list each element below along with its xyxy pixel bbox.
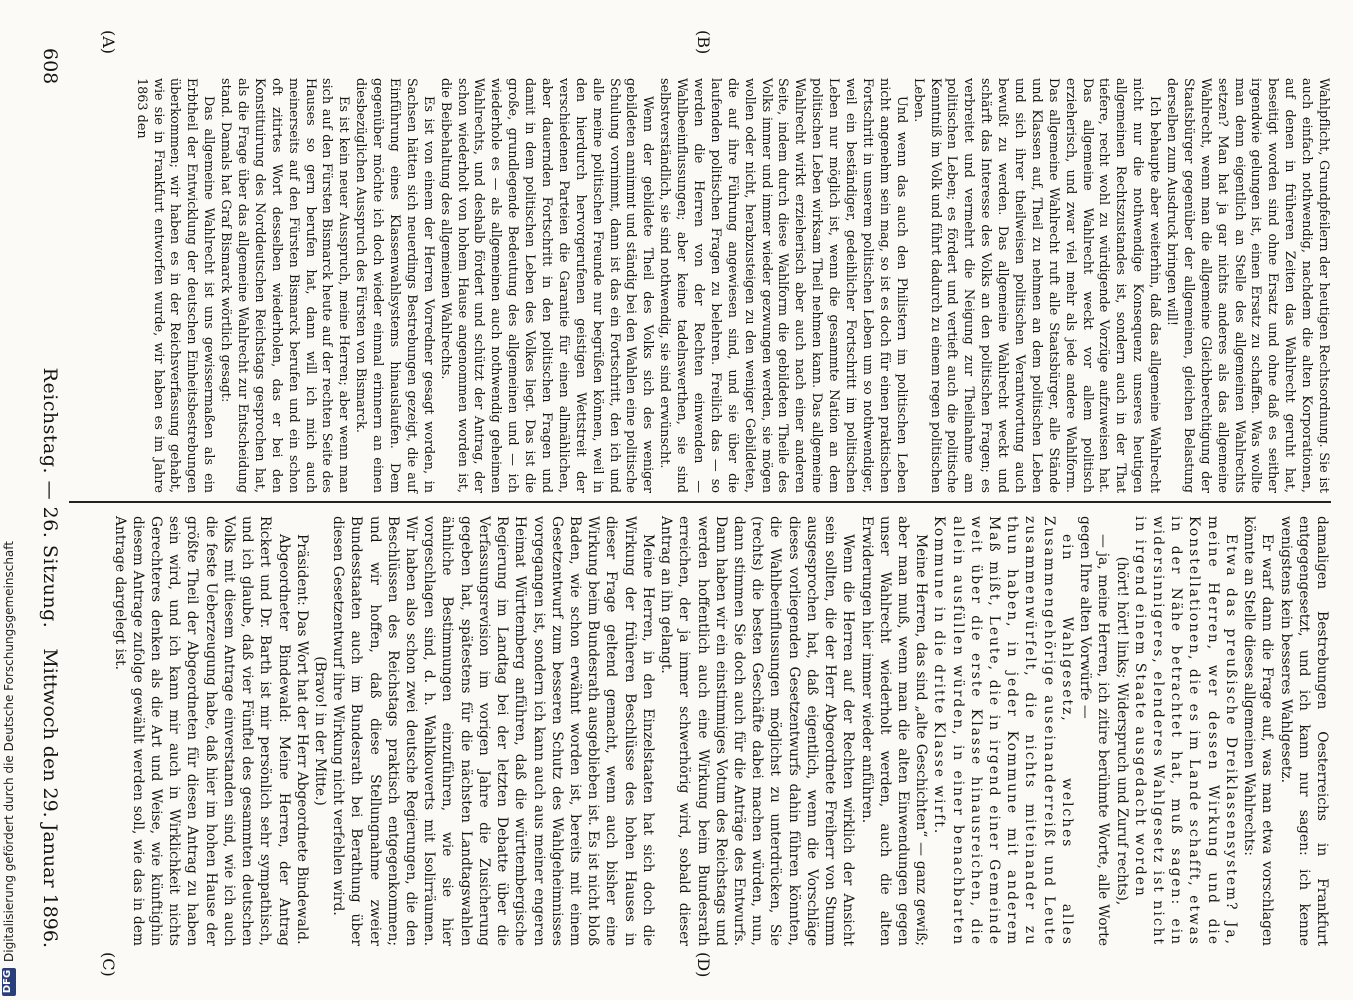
paragraph: Und wenn das auch den Philistern im politischen Leben nicht angenehm sein mag, so ist es doch für einen praktischen Fortschritt in unserem politischen Leben um so nothwendiger, weil ein beständiger, gedeihlicher Fortschritt im politischen Leben nur möglich ist, wenn die gesammte Nation an dem politischen Leben wirksam Theil nehmen kann. Das allgemeine Wahlrecht wirkt erzieherisch aber auch nach einer anderen Seite, indem durch diese Wahlform die gebildeten Theile des Volks immer und immer wieder gezwungen werden, sie mögen wollen oder nicht, herabzusteigen zu den weniger Gebildeten, die auf ihre Führung angewiesen sind, und sie über die laufenden politischen Fragen zu belehren. Freilich das — so werden die Herren von der Rechten einwenden — Wahlbeeinflussungen; aber keine tadelnswerthen, sie sind selbstverständlich, sie sind nothwendig, sie sind erwünscht. xyxy=(657,78,909,493)
interjection: (Bravo! in der Mitte.) xyxy=(311,656,328,806)
margin-marker-d: (D) xyxy=(694,952,713,978)
margin-marker-b: (B) xyxy=(694,30,713,55)
paragraph: Es ist von einem der Herren Vorredner gesagt worden, in Sachsen hätten sich neuerdings Bestrebungen gezeigt, die auf Einführung eines Klassenwahlsystems hinauslaufen. Dem gegenüber möchte ich doch wieder einmal erinnern an einen diesbezüglichen Ausspruch des Fürsten von Bismarck. xyxy=(353,78,436,493)
paragraph: Meine Herren, in den Einzelstaaten hat sich doch die Wirkung der früheren Beschlüsse des hohen Hauses in dieser Frage geltend gemacht, wenn auch bisher eine Wirkung beim Bundesrath ausgeblieben ist. Es ist nicht bloß Baden, wie schon erwähnt worden ist, bereits mit einem Gesetzentwurf zum besseren Schutz des Wahlgeheimnisses vorgegangen ist, sondern ich kann auch aus meiner engeren Heimat Württemberg anführen, daß die württembergische Regierung im Landtag bei der letzten Debatte über die Verfassungsrevision im vorigen Jahre die Zusicherung gegeben hat, spätestens für die nächsten Landtagswahlen ähnliche Bestimmungen einzuführen, wie sie hier vorgeschlagen sind, d. h. Wahlkouverts mit Isolirräumen. Wir haben also schon zwei deutsche Regierungen, die den Beschlüssen des Reichstags praktisch entgegenkommen; und wir hoffen, daß diese Stellungnahme zweier Bundesstaaten auch im Bundesrath bei Berathung über diesen Gesetzentwurf ihre Wirkung nicht verfehlen wird. xyxy=(330,516,656,946)
quotation: Das allgemeine Wahlrecht ist uns gewissermaßen als ein Erbtheil der Entwicklung der deutschen Einheitsbestrebungen überkommen; wir haben es in der Reichsverfassung gehabt, wie sie in Frankfurt entworfen wurde, wir haben es im Jahre 1863 den xyxy=(133,78,217,493)
paragraph: — ja, meine Herren, ich zitire berühmte Worte, alle Worte gegen Ihre alten Vorwürfe — xyxy=(1077,516,1112,946)
quotation: ein Wahlgesetz, welches alles Zusammengehörige auseinanderreißt und Leute zusammenwürfelt, die nichts miteinander zu thun haben, in jeder Kommune mit anderem Maß mißt, Leute, die in irgend einer Gemeinde weit über die erste Klasse hinausreichen, die allein ausfüllen würden, in einer benachbarten Kommune in die dritte Klasse wirft. xyxy=(931,516,1075,946)
quotation: Etwa das preußische Dreiklassensystem? Ja, meine Herren, wer dessen Wirkung und die Konstellationen, die es im Lande schafft, etwas in der Nähe betrachtet hat, muß sagen: ein widersinnigeres, elenderes Wahlgesetz ist nicht in irgend einem Staate ausgedacht worden xyxy=(1131,516,1239,946)
page-number: 608 xyxy=(39,48,61,85)
digitization-credit: Digitalisierung gefördert durch die Deutsche Forschungsgemeinschaft xyxy=(2,540,16,962)
session-date: Mittwoch den 29. Januar 1896. xyxy=(39,648,61,948)
dfg-logo: DFG xyxy=(2,968,16,996)
speaker-paragraph: Abgeordneter Bindewald: Meine Herren, der Antrag Rickert und Dr. Barth ist mir persönlich sehr sympathisch, und ich glaube, daß vier Fünftel des gesammten deutschen Volks mit diesem Antrage einverstanden sind, wie ich auch die feste Ueberzeugung habe, daß hier im hohen Hause der größte Theil der Abgeordneten für diesen Antrag zu haben sein wird, und ich kann mir auch in Wirklichkeit nichts Gerechteres denken als die Art und Weise, wie künftighin diesem Antrage zufolge gewählt werden soll, wie das in dem Antrage dargelegt ist. xyxy=(111,516,292,946)
margin-marker-c: (C) xyxy=(99,952,118,977)
margin-marker-a: (A) xyxy=(99,30,118,55)
paragraph: Es ist kein neuer Ausspruch, meine Herren; aber wenn man sich auf den Fürsten Bismarck heute auf der rechten Seite des Hauses so gern berufen hat, dann will ich mich auch meinerseits auf den Fürsten Bismarck berufen und ein schon oft zitirtes Wort desselben wiederholen, das er bei den Konstituirung des Norddeutschen Reichstags gesprochen hat, als die Frage über das allgemeine Wahlrecht zur Entscheidung stand. Damals hat Graf Bismarck wörtlich gesagt: xyxy=(218,78,352,493)
page-title: Reichstag. — 26. Sitzung. xyxy=(39,367,61,629)
paragraph: Wenn der gebildete Theil des Volks sich des weniger gebildeten annimmt und ständig bei den Wahlen eine politische Schulung vornimmt, dann ist das ein Fortschritt, den ich und alle meine politischen Freunde nur begrüßen können, weil in den hierdurch hervorgerufenen geistigen Wettstreit der verschiedenen Parteien die Garantie für einen allmählichen, aber dauernden Fortschritt in den politischen Fragen und damit in dem politischen Leben des Volkes liegt. Das ist die große, grundlegende Bedeutung des allgemeinen und — ich wiederhole es — als allgemeinen auch nothwendig geheimen Wahlrechts, und deshalb fördert und schützt der Antrag, der schon wiederholt von hohem Hause angenommen worden ist, die Beibehaltung des allgemeinen Wahlrechts. xyxy=(437,78,656,493)
paragraph: Wahlpflicht, Grundpfeilern der heutigen Rechtsordnung. Sie ist auch einfach nothwendig, nachdem die alten Korporationen, auf denen in früheren Zeiten das Wahlrecht geruht hat, beseitigt worden sind ohne Ersatz und ohne daß es seither irgendwie gelungen ist, einen Ersatz zu schaffen. Was wollte man denn eigentlich an Stelle des allgemeinen Wahlrechts setzen? Man hat ja gar nichts anderes als das allgemeine Wahlrecht, wenn man die allgemeine Gleichberechtigung der Staatsbürger gegenüber der allgemeinen, gleichen Belastung derselben zum Ausdruck bringen will! xyxy=(1163,78,1331,493)
left-text-column xyxy=(69,78,1331,493)
paragraph: Er warf dann die Frage auf, was man etwa vorschlagen könnte an Stelle dieses allgemeinen Wahlrechts: xyxy=(1241,516,1276,946)
page-header xyxy=(31,48,65,948)
paragraph: Ich behaupte aber weiterhin, daß das allgemeine Wahlrecht nicht nur die nothwendige Konsequenz unseres heutigen allgemeinen Rechtszustandes ist, sondern auch in der That tiefere, recht wohl zu würdigende Vorzüge aufzuweisen hat. Das allgemeine Wahlrecht weckt vor allem politisch erzieherisch, und zwar viel mehr als jede andere Wahlform. Das allgemeine Wahlrecht ruft alle Staatsbürger, alle Stände und Klassen auf, Theil zu nehmen an dem politischen Leben und sich ihrer theilweisen politischen Verantwortung auch bewußt zu werden. Das allgemeine Wahlrecht weckt und schärft das Interesse des Volks an den politischen Fragen; es verbreitet und vermehrt die Neigung zur Theilnahme am politischen Leben; es fördert und vertieft auch die politische Kenntniß im Volk und führt dadurch zu einem regen politischen Leben. xyxy=(910,78,1163,493)
interjection: (hört! hört! links; Widerspruch und Zuruf rechts), xyxy=(1113,556,1130,906)
right-text-column xyxy=(69,516,1331,946)
paragraph: Wenn die Herren auf der Rechten wirklich der Ansicht sein sollten, die der Herr Abgeordnete Freiherr von Stumm ausgesprochen hat, daß eigentlich, wenn die Vorschläge dieses vorliegenden Gesetzentwurfs dahin führen könnten, die Wahlbeeinflussungen möglichst zu unterdrücken, Sie (rechts) die besten Geschäfte dabei machen würden, nun, dann stimmen Sie doch auch für die Anträge des Entwurfs. Dann haben wir ein einstimmiges Votum des Reichstags und werden hoffentlich auch eine Wirkung beim Bundesrath erreichen, der ja immer schwerhörig wird, sobald dieser Antrag an ihn gelangt. xyxy=(658,516,857,946)
speaker-paragraph: Präsident: Das Wort hat der Herr Abgeordnete Bindewald. xyxy=(293,534,310,945)
column-divider xyxy=(69,501,1331,503)
paragraph: Meine Herren, das sind „alte Geschichten“ — ganz gewiß; aber man muß, wenn man die alten Einwendungen gegen unser Wahlrecht wiederholt werden, auch die alten Erwiderungen hier immer wieder anführen. xyxy=(858,516,930,946)
quotation: damaligen Bestrebungen Oesterreichs in Frankfurt entgegengesetzt, und ich kann nur sagen: ich kenne wenigstens kein besseres Wahlgesetz. xyxy=(1277,516,1330,946)
